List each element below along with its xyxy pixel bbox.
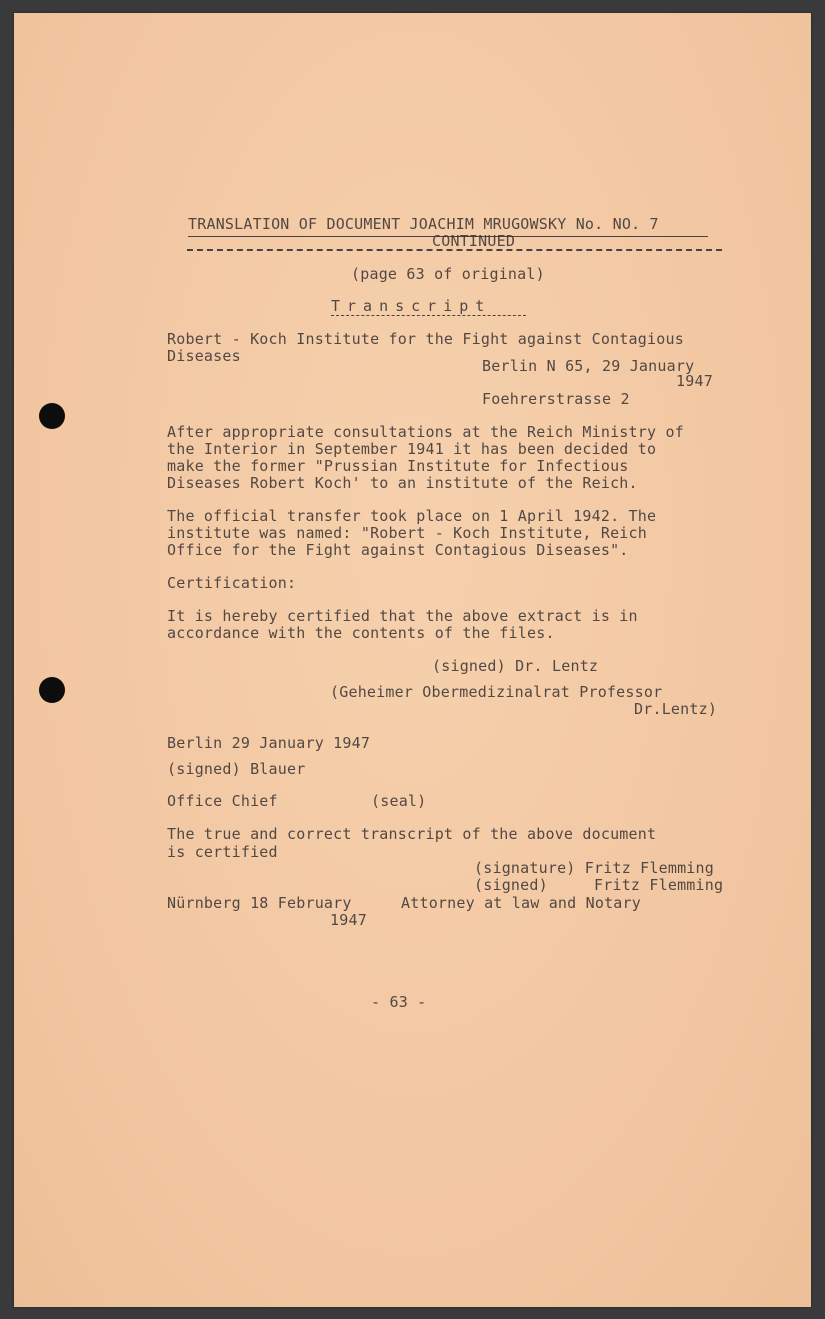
paragraph-2-line-1: The official transfer took place on 1 April 1942. The	[167, 507, 657, 525]
signature-line: (signature) Fritz Flemming	[474, 859, 714, 877]
title-line-1: TRANSLATION OF DOCUMENT JOACHIM MRUGOWSKY No. NO. 7	[188, 215, 659, 233]
certification-label: Certification:	[167, 574, 297, 592]
paragraph-1-line-1: After appropriate consultations at the Reich Ministry of	[167, 423, 684, 441]
lentz-title-line-1: (Geheimer Obermedizinalrat Professor	[330, 683, 663, 701]
place-date-line-1: Berlin N 65, 29 January	[482, 357, 695, 375]
title-line-2: CONTINUED	[432, 232, 516, 250]
paragraph-1-line-4: Diseases Robert Koch' to an institute of the Reich.	[167, 474, 638, 492]
nurnberg-year: 1947	[330, 911, 367, 929]
paragraph-1-line-3: make the former "Prussian Institute for Infectious	[167, 457, 629, 475]
true-copy-line-2: is certified	[167, 843, 278, 861]
nurnberg-date: Nürnberg 18 February	[167, 894, 352, 912]
true-copy-line-1: The true and correct transcript of the above document	[167, 825, 657, 843]
attorney-title: Attorney at law and Notary	[401, 894, 641, 912]
document-page	[14, 13, 811, 1307]
paragraph-2-line-2: institute was named: "Robert - Koch Institute, Reich	[167, 524, 647, 542]
transcript-heading: Transcript	[331, 297, 492, 315]
place-date-line-2: 1947	[676, 372, 713, 390]
punch-hole-bottom	[39, 677, 65, 703]
paragraph-2-line-3: Office for the Fight against Contagious Diseases".	[167, 541, 629, 559]
paragraph-3-line-1: It is hereby certified that the above extract is in	[167, 607, 638, 625]
page-number: - 63 -	[371, 993, 427, 1011]
lentz-title-line-2: Dr.Lentz)	[634, 700, 718, 718]
page-reference: (page 63 of original)	[351, 265, 545, 283]
office-chief: Office Chief	[167, 792, 278, 810]
title-separator	[187, 249, 722, 251]
signed-blauer: (signed) Blauer	[167, 760, 306, 778]
signed-lentz: (signed) Dr. Lentz	[432, 657, 599, 675]
paragraph-1-line-2: the Interior in September 1941 it has been decided to	[167, 440, 657, 458]
signed-flemming: (signed) Fritz Flemming	[474, 876, 724, 894]
street-address: Foehrerstrasse 2	[482, 390, 630, 408]
punch-hole-top	[39, 403, 65, 429]
seal-notation: (seal)	[371, 792, 427, 810]
sender-line-2: Diseases	[167, 347, 241, 365]
sender-line-1: Robert - Koch Institute for the Fight against Contagious	[167, 330, 684, 348]
heading-underline	[331, 315, 526, 316]
paragraph-3-line-2: accordance with the contents of the files.	[167, 624, 555, 642]
berlin-date: Berlin 29 January 1947	[167, 734, 371, 752]
